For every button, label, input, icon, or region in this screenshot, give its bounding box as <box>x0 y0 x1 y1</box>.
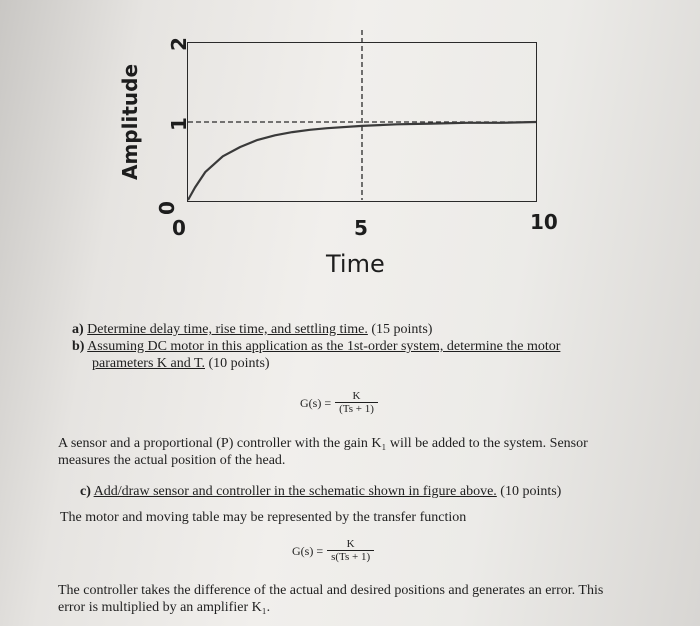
question-c-points: (10 points) <box>500 484 562 499</box>
sensor-paragraph <box>58 435 588 469</box>
y-tick-label: 0 <box>154 201 179 215</box>
eq2-fraction <box>327 538 374 564</box>
question-b-text-line1: Assuming DC motor in this application as the 1st-order system, determine the motor <box>87 339 561 354</box>
question-b <box>72 338 560 355</box>
question-a <box>72 321 432 338</box>
eq1-lhs: G(s) = <box>300 395 332 410</box>
question-a-text: Determine delay time, rise time, and settling time. <box>87 322 368 337</box>
controller-paragraph-line1: The controller takes the difference of the actual and desired positions and generates an error. This <box>58 583 604 598</box>
x-axis-label: Time <box>326 250 385 278</box>
x-tick-label: 5 <box>354 216 368 240</box>
eq1-numerator: K <box>352 390 361 402</box>
question-a-points: (15 points) <box>371 322 433 337</box>
y-axis-label: Amplitude <box>118 63 142 180</box>
eq1-denominator: (Ts + 1) <box>335 402 378 416</box>
question-b-text-line2: parameters K and T. <box>92 356 205 371</box>
question-b-line2 <box>92 355 270 372</box>
transfer-function-1 <box>300 390 378 416</box>
y-tick-label: 2 <box>166 37 191 51</box>
question-b-label: b) <box>72 339 85 354</box>
controller-paragraph <box>58 582 603 616</box>
sensor-paragraph-line2: measures the actual position of the head. <box>58 453 286 468</box>
question-c-label: c) <box>80 484 91 499</box>
eq1-fraction <box>335 390 378 416</box>
controller-paragraph-line2: error is multiplied by an amplifier K₁. <box>58 600 271 615</box>
eq2-numerator: K <box>346 538 355 550</box>
question-a-label: a) <box>72 322 84 337</box>
x-tick-label: 10 <box>530 210 558 234</box>
eq2-lhs: G(s) = <box>292 543 324 558</box>
y-tick-label: 1 <box>166 117 191 131</box>
question-c-text: Add/draw sensor and controller in the schematic shown in figure above. <box>93 484 497 499</box>
question-b-points: (10 points) <box>208 356 270 371</box>
eq2-denominator: s(Ts + 1) <box>327 550 374 564</box>
x-tick-label: 0 <box>172 216 186 240</box>
transfer-function-2 <box>292 538 374 564</box>
motor-paragraph: The motor and moving table may be represented by the transfer function <box>60 510 467 525</box>
question-c <box>80 483 561 500</box>
sensor-paragraph-line1: A sensor and a proportional (P) controller with the gain K₁ will be added to the system. Sensor <box>58 436 588 451</box>
